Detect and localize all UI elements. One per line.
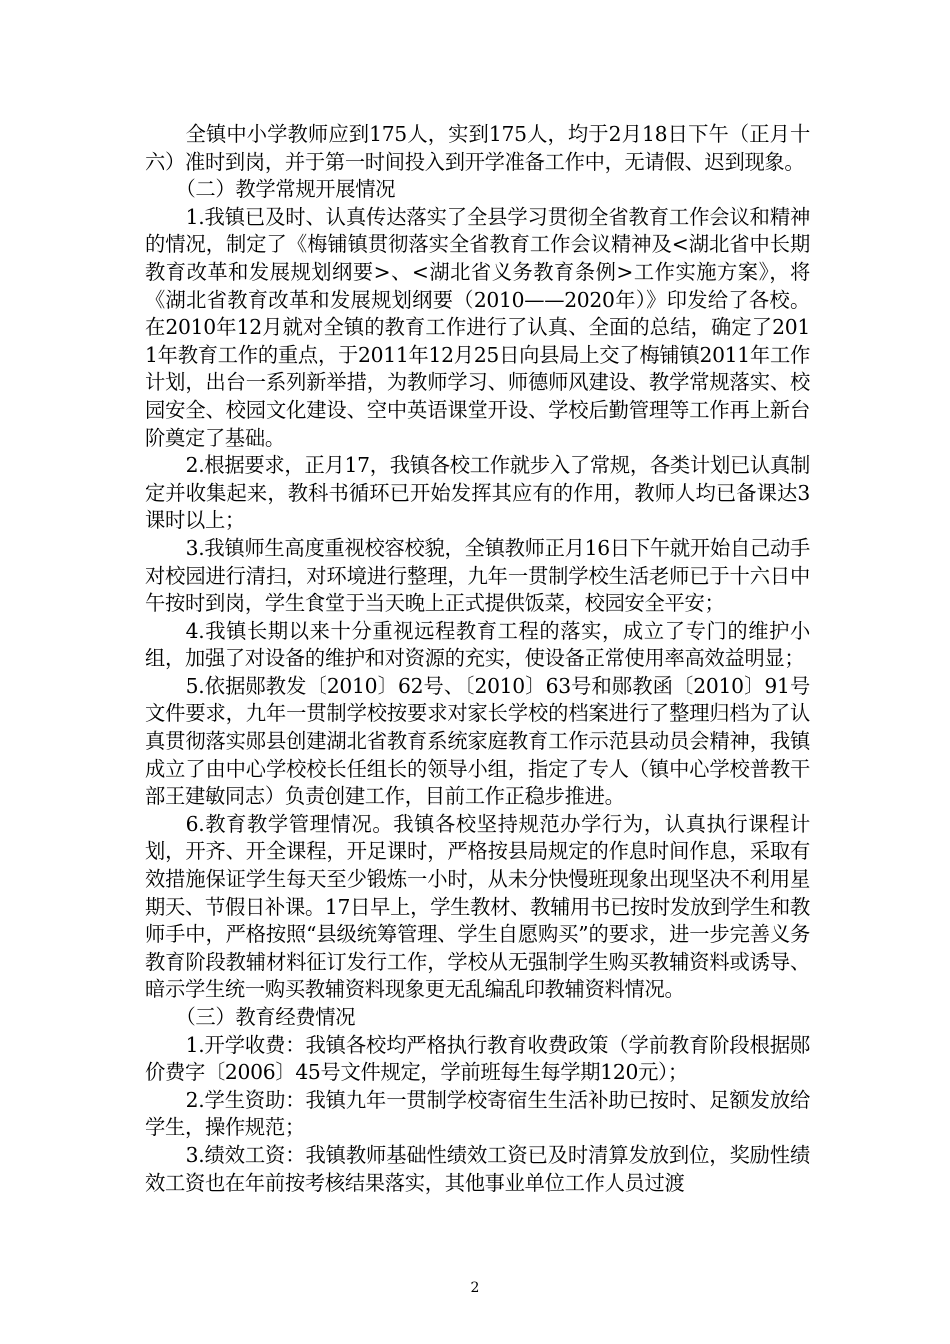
paragraph-item-1: 1.我镇已及时、认真传达落实了全县学习贯彻全省教育工作会议和精神的情况，制定了《梅铺镇贯彻落实全省教育工作会议精神及<湖北省中长期教育改革和发展规划纲要>、<湖北省义务教育条例>工作实施方案》，将《湖北省教育改革和发展规划纲要（2010——2020年）》印发给了各校。在2010年12月就对全镇的教育工作进行了认真、全面的总结，确定了2011年教育工作的重点，于2011年12月25日向县局上交了梅铺镇2011年工作计划，出台一系列新举措，为教师学习、师德师风建设、教学常规落实、校园安全、校园文化建设、空中英语课堂开设、学校后勤管理等工作再上新台阶奠定了基础。 [145,204,810,450]
paragraph-fee-1: 1.开学收费：我镇各校均严格执行教育收费政策（学前教育阶段根据郧价费字〔2006〕45号文件规定，学前班每生每学期120元）； [145,1032,810,1085]
document-body [145,121,810,1197]
paragraph-fee-2: 2.学生资助：我镇九年一贯制学校寄宿生生活补助已按时、足额发放给学生，操作规范； [145,1087,810,1140]
paragraph-item-6: 6.教育教学管理情况。我镇各校坚持规范办学行为，认真执行课程计划，开齐、开全课程，开足课时，严格按县局规定的作息时间作息，采取有效措施保证学生每天至少锻炼一小时，从未分快慢班现象出现坚决不利用星期天、节假日补课。17日早上，学生教材、教辅用书已按时发放到学生和教师手中，严格按照“县级统筹管理、学生自愿购买”的要求，进一步完善义务教育阶段教辅材料征订发行工作，学校从无强制学生购买教辅资料或诱导、暗示学生统一购买教辅资料现象更无乱编乱印教辅资料情况。 [145,811,810,1002]
section-heading-3: （三）教育经费情况 [175,1005,356,1029]
section-heading-2: （二）教学常规开展情况 [175,177,396,202]
paragraph-item-4: 4.我镇长期以来十分重视远程教育工程的落实，成立了专门的维护小组，加强了对设备的维护和对资源的充实，使设备正常使用率高效益明显； [145,618,810,671]
paragraph-item-3: 3.我镇师生高度重视校容校貌，全镇教师正月16日下午就开始自己动手对校园进行清扫，对环境进行整理，九年一贯制学校生活老师已于十六日中午按时到岗，学生食堂于当天晚上正式提供饭菜，校园安全平安； [145,535,810,616]
paragraph-item-2: 2.根据要求，正月17，我镇各校工作就步入了常规，各类计划已认真制定并收集起来，教科书循环已开始发挥其应有的作用，教师人均已备课达3课时以上； [145,453,810,533]
paragraph-item-5: 5.依据郧教发〔2010〕62号、〔2010〕63号和郧教函〔2010〕91号文件要求，九年一贯制学校按要求对家长学校的档案进行了整理归档为了认真贯彻落实郧县创建湖北省教育系统家庭教育工作示范县动员会精神，我镇成立了由中心学校校长任组长的领导小组，指定了专人（镇中心学校普教干部王建敏同志）负责创建工作，目前工作正稳步推进。 [145,673,810,809]
page-number: 2 [470,1280,480,1296]
paragraph-fee-3: 3.绩效工资：我镇教师基础性绩效工资已及时清算发放到位，奖励性绩效工资也在年前按考核结果落实，其他事业单位工作人员过渡 [145,1142,810,1195]
paragraph-1: 全镇中小学教师应到175人，实到175人，均于2月18日下午（正月十六）准时到岗，并于第一时间投入到开学准备工作中，无请假、迟到现象。 [145,122,810,174]
